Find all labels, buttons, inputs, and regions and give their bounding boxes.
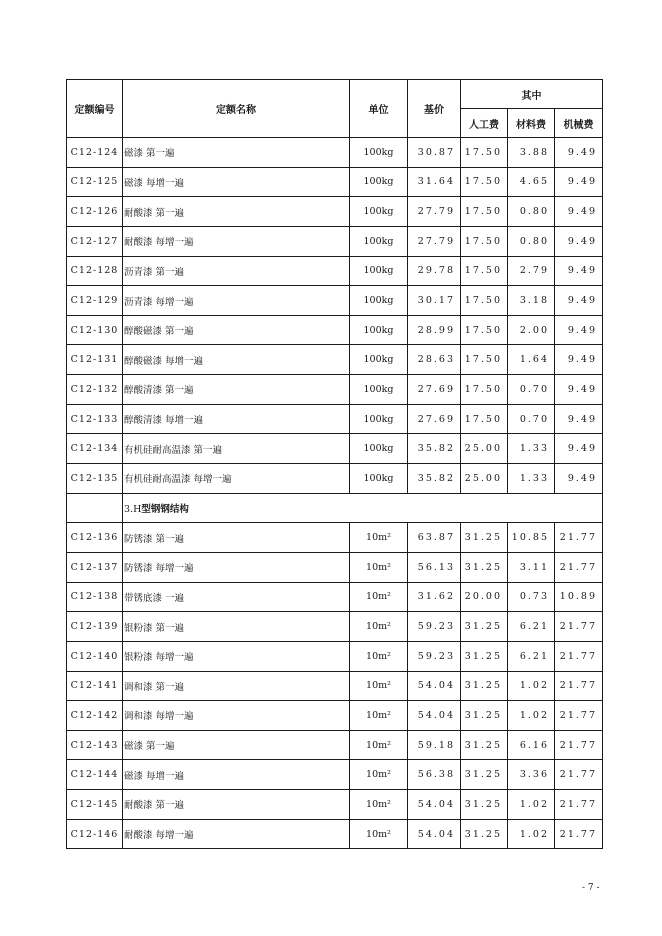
row-machinery: 9.49	[555, 315, 603, 345]
row-machinery: 9.49	[555, 256, 603, 286]
section-title: 型钢钢结构	[141, 504, 189, 515]
row-base-price: 28.63	[408, 345, 461, 375]
row-base-price: 35.82	[408, 434, 461, 464]
row-labor: 31.25	[461, 790, 508, 820]
row-code: C12-125	[67, 167, 123, 197]
section-code-cell	[67, 493, 123, 523]
header-base-price: 基价	[408, 80, 461, 138]
row-material: 4.65	[508, 167, 555, 197]
row-base-price: 27.69	[408, 375, 461, 405]
section-prefix: 3.H	[124, 504, 142, 515]
row-code: C12-134	[67, 434, 123, 464]
row-material: 2.79	[508, 256, 555, 286]
row-labor: 31.25	[461, 523, 508, 553]
row-unit: 10m²	[350, 582, 408, 612]
row-unit: 10m²	[350, 819, 408, 849]
row-name: 银粉漆 第一遍	[123, 612, 350, 642]
row-material: 0.70	[508, 404, 555, 434]
row-material: 1.02	[508, 819, 555, 849]
table-row	[67, 286, 603, 316]
row-base-price: 63.87	[408, 523, 461, 553]
row-base-price: 59.23	[408, 612, 461, 642]
row-labor: 17.50	[461, 256, 508, 286]
row-material: 6.21	[508, 612, 555, 642]
row-unit: 100kg	[350, 197, 408, 227]
row-machinery: 9.49	[555, 286, 603, 316]
row-code: C12-145	[67, 790, 123, 820]
row-unit: 10m²	[350, 612, 408, 642]
row-code: C12-142	[67, 701, 123, 731]
row-name: 醇酸磁漆 每增一遍	[123, 345, 350, 375]
table-row	[67, 819, 603, 849]
row-labor: 17.50	[461, 404, 508, 434]
row-name: 磁漆 每增一遍	[123, 760, 350, 790]
row-machinery: 9.49	[555, 345, 603, 375]
row-machinery: 9.49	[555, 197, 603, 227]
row-code: C12-136	[67, 523, 123, 553]
row-material: 0.80	[508, 226, 555, 256]
row-machinery: 9.49	[555, 464, 603, 494]
row-labor: 17.50	[461, 197, 508, 227]
row-base-price: 59.18	[408, 730, 461, 760]
row-code: C12-143	[67, 730, 123, 760]
row-labor: 17.50	[461, 167, 508, 197]
row-labor: 17.50	[461, 375, 508, 405]
row-material: 3.36	[508, 760, 555, 790]
row-machinery: 10.89	[555, 582, 603, 612]
row-name: 耐酸漆 第一遍	[123, 197, 350, 227]
row-name: 耐酸漆 每增一遍	[123, 819, 350, 849]
row-name: 调和漆 每增一遍	[123, 701, 350, 731]
row-labor: 17.50	[461, 315, 508, 345]
row-code: C12-130	[67, 315, 123, 345]
row-machinery: 9.49	[555, 375, 603, 405]
quota-table	[66, 79, 603, 849]
table-row	[67, 434, 603, 464]
row-base-price: 35.82	[408, 464, 461, 494]
table-row	[67, 760, 603, 790]
row-name: 银粉漆 每增一遍	[123, 641, 350, 671]
row-base-price: 59.23	[408, 641, 461, 671]
row-unit: 100kg	[350, 434, 408, 464]
row-name: 沥青漆 每增一遍	[123, 286, 350, 316]
row-labor: 31.25	[461, 552, 508, 582]
table-row	[67, 375, 603, 405]
row-code: C12-124	[67, 138, 123, 168]
row-unit: 100kg	[350, 464, 408, 494]
row-material: 0.70	[508, 375, 555, 405]
row-base-price: 56.13	[408, 552, 461, 582]
row-unit: 10m²	[350, 790, 408, 820]
row-code: C12-133	[67, 404, 123, 434]
row-unit: 100kg	[350, 286, 408, 316]
row-material: 10.85	[508, 523, 555, 553]
row-material: 1.02	[508, 790, 555, 820]
table-row	[67, 167, 603, 197]
table-body-a	[67, 138, 603, 494]
row-base-price: 28.99	[408, 315, 461, 345]
row-code: C12-135	[67, 464, 123, 494]
row-base-price: 54.04	[408, 701, 461, 731]
row-base-price: 29.78	[408, 256, 461, 286]
row-base-price: 31.62	[408, 582, 461, 612]
table-row	[67, 671, 603, 701]
row-machinery: 21.77	[555, 641, 603, 671]
row-name: 防锈漆 第一遍	[123, 523, 350, 553]
row-code: C12-128	[67, 256, 123, 286]
row-name: 带锈底漆 一遍	[123, 582, 350, 612]
table-row	[67, 256, 603, 286]
header-of-which: 其中	[461, 80, 603, 109]
row-code: C12-131	[67, 345, 123, 375]
row-material: 2.00	[508, 315, 555, 345]
row-labor: 17.50	[461, 226, 508, 256]
row-labor: 31.25	[461, 641, 508, 671]
row-material: 6.21	[508, 641, 555, 671]
row-material: 1.33	[508, 464, 555, 494]
row-name: 沥青漆 第一遍	[123, 256, 350, 286]
table-row	[67, 138, 603, 168]
row-machinery: 9.49	[555, 404, 603, 434]
row-unit: 10m²	[350, 641, 408, 671]
row-name: 调和漆 第一遍	[123, 671, 350, 701]
table-row	[67, 641, 603, 671]
table-row	[67, 226, 603, 256]
row-machinery: 21.77	[555, 790, 603, 820]
table-row	[67, 701, 603, 731]
row-unit: 100kg	[350, 315, 408, 345]
page-number: - 7 -	[582, 883, 600, 893]
table-body-b	[67, 523, 603, 849]
table-row	[67, 612, 603, 642]
header-unit: 单位	[350, 80, 408, 138]
row-unit: 100kg	[350, 375, 408, 405]
row-code: C12-144	[67, 760, 123, 790]
row-unit: 100kg	[350, 138, 408, 168]
row-labor: 17.50	[461, 286, 508, 316]
section-body	[67, 493, 603, 523]
row-labor: 17.50	[461, 345, 508, 375]
row-labor: 25.00	[461, 434, 508, 464]
table-row	[67, 404, 603, 434]
row-labor: 25.00	[461, 464, 508, 494]
row-unit: 10m²	[350, 671, 408, 701]
table-row	[67, 790, 603, 820]
header-name: 定额名称	[123, 80, 350, 138]
row-code: C12-137	[67, 552, 123, 582]
row-base-price: 30.17	[408, 286, 461, 316]
table-row	[67, 464, 603, 494]
row-machinery: 21.77	[555, 523, 603, 553]
header-machinery: 机械费	[555, 109, 603, 138]
row-name: 醇酸清漆 第一遍	[123, 375, 350, 405]
row-unit: 10m²	[350, 552, 408, 582]
table-row	[67, 197, 603, 227]
row-name: 防锈漆 每增一遍	[123, 552, 350, 582]
row-code: C12-129	[67, 286, 123, 316]
row-code: C12-138	[67, 582, 123, 612]
row-material: 1.64	[508, 345, 555, 375]
row-code: C12-127	[67, 226, 123, 256]
table-row	[67, 315, 603, 345]
row-machinery: 21.77	[555, 671, 603, 701]
row-labor: 31.25	[461, 819, 508, 849]
row-unit: 100kg	[350, 256, 408, 286]
row-code: C12-140	[67, 641, 123, 671]
row-machinery: 21.77	[555, 819, 603, 849]
header-labor: 人工费	[461, 109, 508, 138]
row-base-price: 27.69	[408, 404, 461, 434]
row-name: 磁漆 第一遍	[123, 730, 350, 760]
row-name: 耐酸漆 第一遍	[123, 790, 350, 820]
row-name: 磁漆 每增一遍	[123, 167, 350, 197]
table-row	[67, 582, 603, 612]
row-name: 有机硅耐高温漆 每增一遍	[123, 464, 350, 494]
table-row	[67, 552, 603, 582]
row-base-price: 27.79	[408, 226, 461, 256]
row-material: 0.73	[508, 582, 555, 612]
row-base-price: 54.04	[408, 819, 461, 849]
row-base-price: 27.79	[408, 197, 461, 227]
row-base-price: 31.64	[408, 167, 461, 197]
row-unit: 10m²	[350, 760, 408, 790]
row-base-price: 56.38	[408, 760, 461, 790]
row-material: 0.80	[508, 197, 555, 227]
row-unit: 100kg	[350, 226, 408, 256]
row-machinery: 9.49	[555, 167, 603, 197]
row-machinery: 21.77	[555, 730, 603, 760]
row-unit: 100kg	[350, 345, 408, 375]
row-material: 1.02	[508, 671, 555, 701]
row-material: 1.02	[508, 701, 555, 731]
row-base-price: 54.04	[408, 671, 461, 701]
row-unit: 10m²	[350, 701, 408, 731]
section-row	[67, 493, 603, 523]
table-row	[67, 345, 603, 375]
row-name: 有机硅耐高温漆 第一遍	[123, 434, 350, 464]
row-labor: 31.25	[461, 730, 508, 760]
row-labor: 31.25	[461, 760, 508, 790]
row-name: 醇酸磁漆 第一遍	[123, 315, 350, 345]
row-base-price: 54.04	[408, 790, 461, 820]
row-name: 磁漆 第一遍	[123, 138, 350, 168]
row-unit: 100kg	[350, 404, 408, 434]
section-heading	[123, 493, 603, 523]
row-unit: 10m²	[350, 523, 408, 553]
row-unit: 100kg	[350, 167, 408, 197]
row-code: C12-141	[67, 671, 123, 701]
row-machinery: 21.77	[555, 701, 603, 731]
row-labor: 31.25	[461, 671, 508, 701]
header-material: 材料费	[508, 109, 555, 138]
row-name: 耐酸漆 每增一遍	[123, 226, 350, 256]
row-labor: 17.50	[461, 138, 508, 168]
table-row	[67, 523, 603, 553]
row-material: 3.18	[508, 286, 555, 316]
row-unit: 10m²	[350, 730, 408, 760]
row-code: C12-132	[67, 375, 123, 405]
row-material: 6.16	[508, 730, 555, 760]
row-code: C12-139	[67, 612, 123, 642]
row-name: 醇酸清漆 每增一遍	[123, 404, 350, 434]
row-labor: 31.25	[461, 701, 508, 731]
row-machinery: 21.77	[555, 552, 603, 582]
row-machinery: 21.77	[555, 760, 603, 790]
row-labor: 20.00	[461, 582, 508, 612]
row-base-price: 30.87	[408, 138, 461, 168]
row-machinery: 9.49	[555, 226, 603, 256]
row-labor: 31.25	[461, 612, 508, 642]
row-material: 3.88	[508, 138, 555, 168]
row-material: 3.11	[508, 552, 555, 582]
row-machinery: 9.49	[555, 434, 603, 464]
table-row	[67, 730, 603, 760]
row-code: C12-126	[67, 197, 123, 227]
row-machinery: 21.77	[555, 612, 603, 642]
header-code: 定额编号	[67, 80, 123, 138]
row-code: C12-146	[67, 819, 123, 849]
row-material: 1.33	[508, 434, 555, 464]
row-machinery: 9.49	[555, 138, 603, 168]
